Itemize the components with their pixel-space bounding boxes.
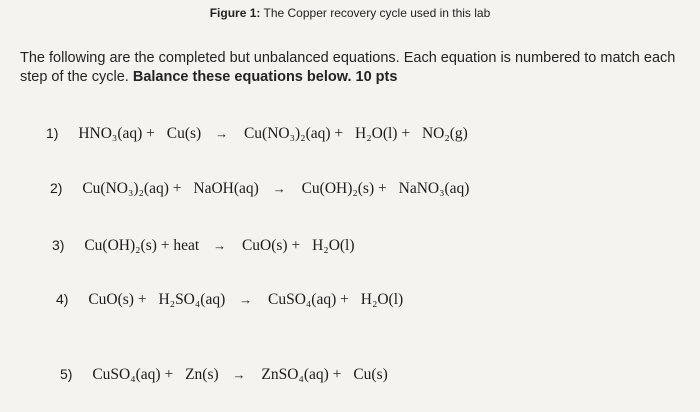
equation-number: 4) (56, 291, 69, 307)
reaction-arrow: → (215, 126, 229, 141)
reactant-term: CuSO₄(aq) + (92, 366, 174, 383)
product-term: H₂O(l) (360, 291, 404, 308)
product-term: ZnSO₄(aq) + (261, 366, 342, 383)
product-term: NaNO₃(aq) (398, 180, 470, 197)
product-term: Cu(NO₃)₂(aq) + (243, 125, 344, 142)
reaction-arrow: → (232, 367, 246, 382)
product-term: CuSO₄(aq) + (268, 291, 349, 308)
figure-label: Figure 1: (209, 6, 261, 20)
product-term: NO₂(g) (421, 125, 468, 142)
equation-number: 2) (50, 180, 63, 196)
product-term: Cu(OH)₂(s) + (301, 180, 387, 197)
equation-1 (46, 125, 476, 143)
reactant-term: Cu(NO₃)₂(aq) + (82, 180, 182, 197)
reactant-term: Cu(OH)₂(s) + heat (84, 237, 200, 254)
instructions-bold: Balance these equations below. 10 pts (132, 69, 398, 85)
figure-caption (0, 6, 700, 20)
reactant-term: CuO(s) + (88, 291, 147, 308)
product-term: Cu(s) (353, 366, 388, 383)
reactant-term: Cu(s) (166, 125, 202, 142)
instructions-text: The following are the completed but unbalanced equations. Each equation is numbered to match each step of the cycle. (20, 50, 676, 85)
equation-number: 3) (52, 237, 65, 253)
reaction-arrow: → (272, 181, 286, 196)
reaction-arrow: → (213, 238, 227, 253)
reactant-term: H₂SO₄(aq) (158, 291, 226, 308)
reactant-term: HNO₃(aq) + (78, 125, 155, 142)
equation-number: 1) (46, 125, 59, 141)
equation-4 (56, 291, 411, 309)
reaction-arrow: → (239, 292, 253, 307)
reactant-term: Zn(s) (185, 366, 219, 383)
equation-3 (52, 237, 363, 255)
equation-number: 5) (60, 366, 73, 382)
equation-2 (50, 180, 477, 198)
instructions-paragraph (20, 49, 688, 87)
product-term: H₂O(l) (312, 237, 355, 254)
product-term: CuO(s) + (241, 237, 301, 254)
product-term: H₂O(l) + (355, 125, 411, 142)
reactant-term: NaOH(aq) (193, 180, 259, 197)
figure-title: The Copper recovery cycle used in this lab (260, 6, 491, 20)
equation-5 (60, 366, 396, 384)
